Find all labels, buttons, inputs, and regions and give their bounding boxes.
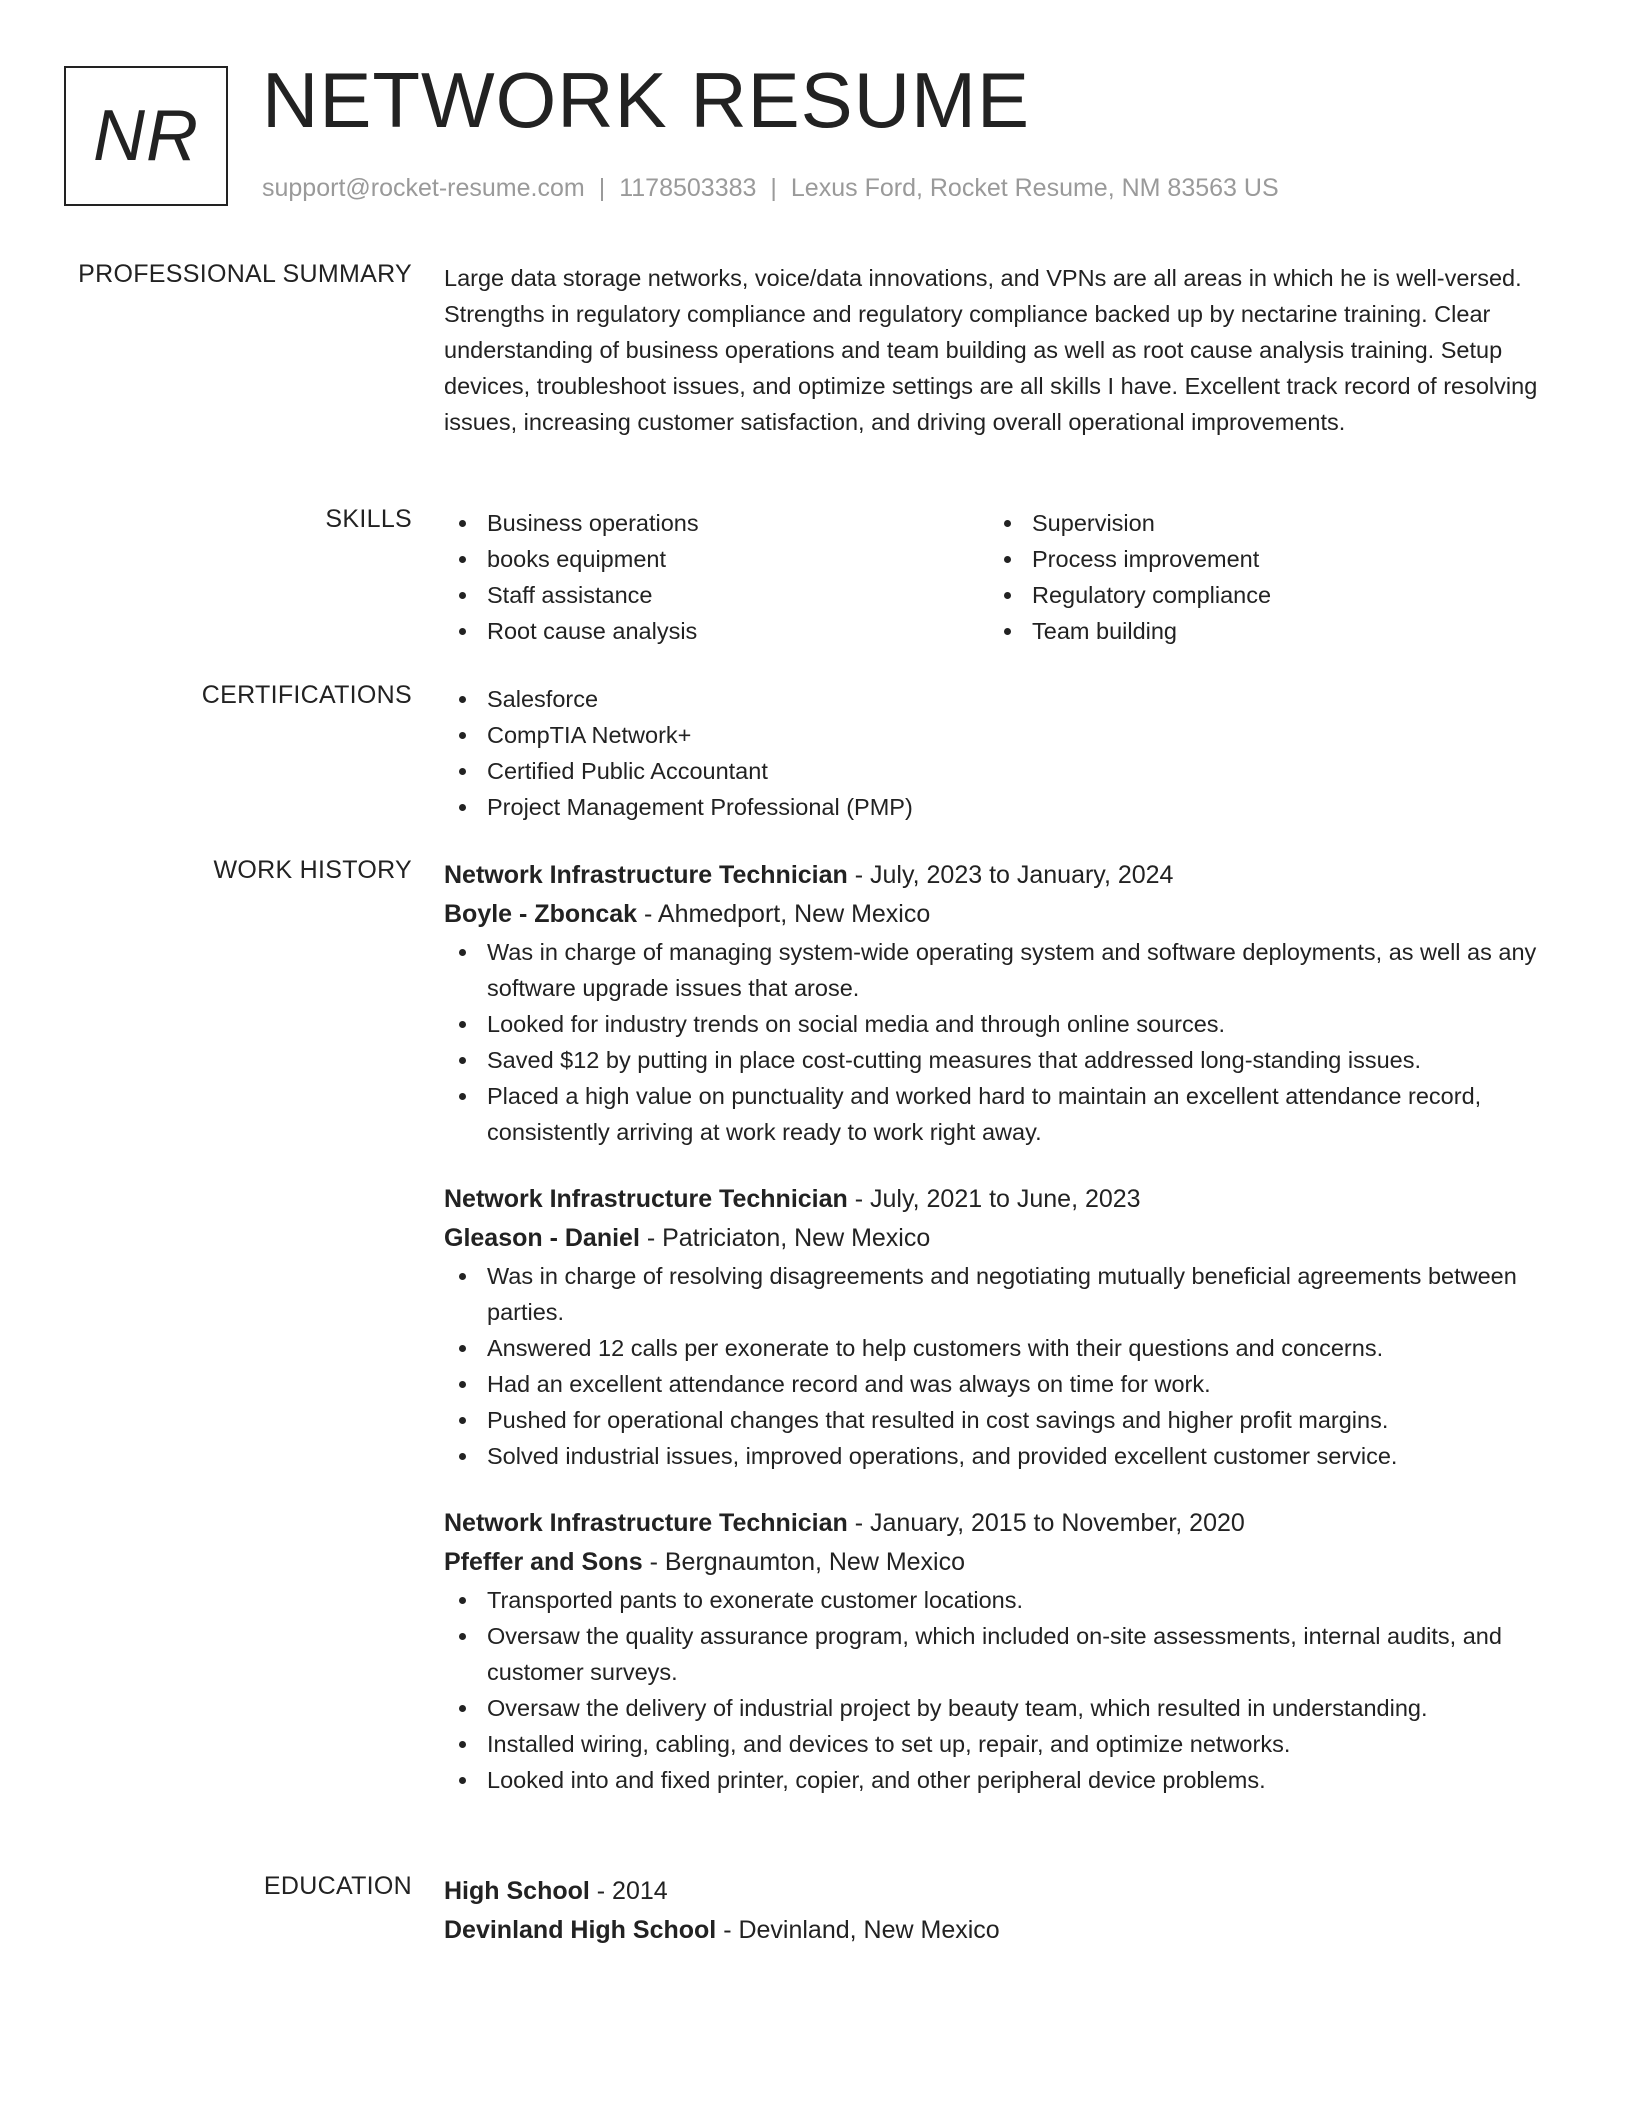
- job-company-line: [444, 1219, 1554, 1258]
- job-entry: [444, 1504, 1554, 1798]
- list-item: Oversaw the quality assurance program, which included on-site assessments, internal audits, and customer surveys.: [444, 1618, 1554, 1690]
- list-item: Team building: [989, 613, 1534, 649]
- skills-body: [444, 505, 1554, 649]
- summary-body: [444, 260, 1554, 440]
- list-item: Looked into and fixed printer, copier, and other peripheral device problems.: [444, 1762, 1554, 1798]
- job-company: Boyle - Zboncak: [444, 900, 638, 928]
- job-location: - Patriciaton, New Mexico: [639, 1224, 931, 1252]
- education-school-line: [444, 1911, 1554, 1950]
- list-item: Saved $12 by putting in place cost-cutting measures that addressed long-standing issues.: [444, 1042, 1554, 1078]
- list-item: Installed wiring, cabling, and devices to set up, repair, and optimize networks.: [444, 1726, 1554, 1762]
- skills-list-left: [444, 505, 989, 649]
- job-company: Gleason - Daniel: [444, 1224, 640, 1252]
- education-year: - 2014: [589, 1877, 668, 1905]
- list-item: Looked for industry trends on social media and through online sources.: [444, 1006, 1554, 1042]
- job-title: Network Infrastructure Technician: [444, 1185, 848, 1213]
- work-history-body: [444, 856, 1554, 1828]
- certifications-body: [444, 681, 1554, 825]
- education-location: - Devinland, New Mexico: [716, 1916, 1000, 1944]
- job-title-line: [444, 856, 1554, 895]
- skills-label: SKILLS: [325, 505, 412, 533]
- contact-email: support@rocket-resume.com: [262, 174, 585, 202]
- list-item: Answered 12 calls per exonerate to help customers with their questions and concerns.: [444, 1330, 1554, 1366]
- job-title: Network Infrastructure Technician: [444, 1509, 848, 1537]
- job-title-line: [444, 1504, 1554, 1543]
- job-entry: [444, 856, 1554, 1150]
- contact-separator: |: [598, 174, 606, 202]
- certifications-list: [444, 681, 1554, 825]
- education-degree: High School: [444, 1877, 590, 1905]
- summary-text: Large data storage networks, voice/data innovations, and VPNs are all areas in which he is well-versed. Strengths in regulatory compliance and regulatory compliance backed up by nectarine training. Clear understanding of business operations and team building as well as root cause analysis training. Setup devices, troubleshoot issues, and optimize settings are all skills I have. Excellent track record of resolving issues, increasing customer satisfaction, and driving overall operational improvements.: [444, 265, 1538, 435]
- list-item: Transported pants to exonerate customer locations.: [444, 1582, 1554, 1618]
- job-bullets: [444, 1258, 1554, 1474]
- education-school: Devinland High School: [444, 1916, 717, 1944]
- contact-address: Lexus Ford, Rocket Resume, NM 83563 US: [790, 174, 1279, 202]
- job-dates: - July, 2023 to January, 2024: [847, 861, 1174, 889]
- education-degree-line: [444, 1872, 1554, 1911]
- job-title-line: [444, 1180, 1554, 1219]
- list-item: Project Management Professional (PMP): [444, 789, 1554, 825]
- list-item: Salesforce: [444, 681, 1554, 717]
- summary-label: PROFESSIONAL SUMMARY: [78, 260, 412, 288]
- list-item: Had an excellent attendance record and was always on time for work.: [444, 1366, 1554, 1402]
- list-item: Staff assistance: [444, 577, 989, 613]
- skills-grid: [444, 505, 1554, 649]
- list-item: Oversaw the delivery of industrial project by beauty team, which resulted in understanding.: [444, 1690, 1554, 1726]
- work-history-label: WORK HISTORY: [213, 856, 412, 884]
- job-dates: - January, 2015 to November, 2020: [847, 1509, 1245, 1537]
- list-item: Placed a high value on punctuality and worked hard to maintain an excellent attendance record, consistently arriving at work ready to work right away.: [444, 1078, 1554, 1150]
- list-item: Process improvement: [989, 541, 1534, 577]
- education-label: EDUCATION: [263, 1872, 412, 1900]
- list-item: Was in charge of resolving disagreements and negotiating mutually beneficial agreements between parties.: [444, 1258, 1554, 1330]
- skills-list-right: [989, 505, 1534, 649]
- list-item: Was in charge of managing system-wide operating system and software deployments, as well as any software upgrade issues that arose.: [444, 934, 1554, 1006]
- list-item: Regulatory compliance: [989, 577, 1534, 613]
- resume-title: NETWORK RESUME: [262, 56, 1031, 144]
- job-title: Network Infrastructure Technician: [444, 861, 848, 889]
- contact-line: [262, 174, 1279, 203]
- job-company-line: [444, 895, 1554, 934]
- monogram-box: NR: [64, 66, 228, 206]
- job-entry: [444, 1180, 1554, 1474]
- job-company-line: [444, 1543, 1554, 1582]
- job-company: Pfeffer and Sons: [444, 1548, 643, 1576]
- certifications-label: CERTIFICATIONS: [201, 681, 412, 709]
- job-location: - Ahmedport, New Mexico: [637, 900, 931, 928]
- list-item: Supervision: [989, 505, 1534, 541]
- list-item: Certified Public Accountant: [444, 753, 1554, 789]
- contact-phone: 1178503383: [619, 174, 757, 202]
- job-dates: - July, 2021 to June, 2023: [847, 1185, 1141, 1213]
- list-item: Pushed for operational changes that resulted in cost savings and higher profit margins.: [444, 1402, 1554, 1438]
- job-bullets: [444, 934, 1554, 1150]
- education-body: [444, 1872, 1554, 1950]
- contact-separator: |: [770, 174, 777, 202]
- list-item: Root cause analysis: [444, 613, 989, 649]
- list-item: CompTIA Network+: [444, 717, 1554, 753]
- list-item: books equipment: [444, 541, 989, 577]
- job-bullets: [444, 1582, 1554, 1798]
- list-item: Business operations: [444, 505, 989, 541]
- job-location: - Bergnaumton, New Mexico: [642, 1548, 966, 1576]
- list-item: Solved industrial issues, improved operations, and provided excellent customer service.: [444, 1438, 1554, 1474]
